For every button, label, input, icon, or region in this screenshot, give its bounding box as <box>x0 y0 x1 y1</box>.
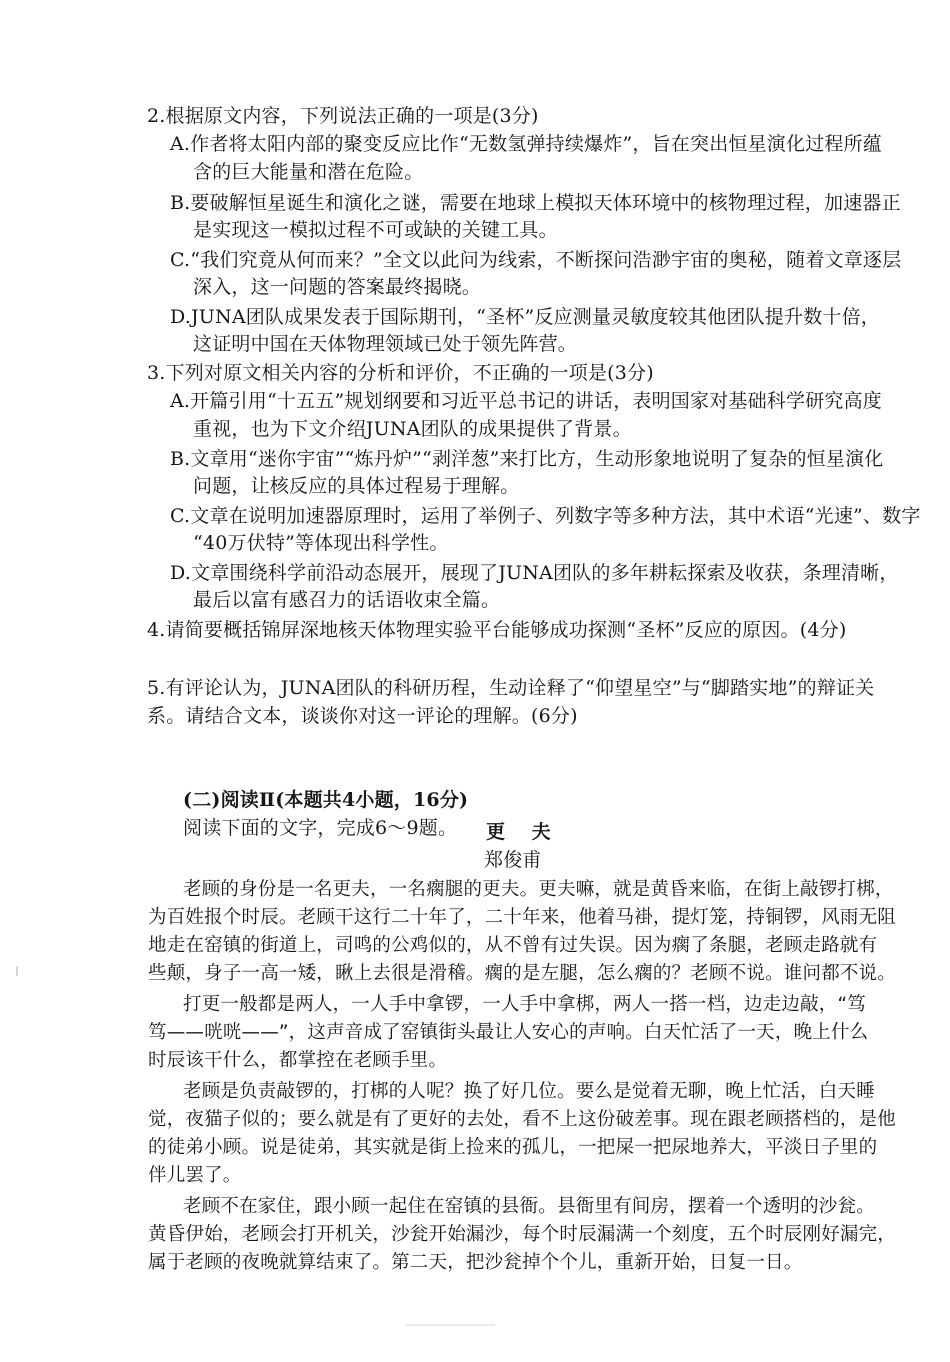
question-5-cont: 系。请结合文本，谈谈你对这一评论的理解。(6分) <box>147 705 578 727</box>
story-paragraph-1-line-1: 老顾的身份是一名更夫，一名瘸腿的更夫。更夫嘛，就是黄昏来临，在街上敲锣打梆， <box>183 879 894 900</box>
section-instruction: 阅读下面的文字，完成6～9题。 <box>183 817 458 839</box>
question-2-option-d: D.JUNA团队成果发表于国际期刊，“圣杯”反应测量灵敏度较其他团队提升数十倍， <box>170 306 880 328</box>
story-paragraph-3-line-4: 伴儿罢了。 <box>148 1165 242 1186</box>
question-3-stem: 3.下列对原文相关内容的分析和评价，不正确的一项是(3分) <box>147 362 654 384</box>
story-paragraph-3-line-3: 的徒弟小顾。说是徒弟，其实就是街上捡来的孤儿，一把屎一把尿地养大，平淡日子里的 <box>148 1137 878 1158</box>
story-paragraph-1-line-2: 为百姓报个时辰。老顾干这行二十年了，二十年来，他着马褂，提灯笼，持铜锣，风雨无阻 <box>148 907 897 928</box>
question-3-option-c-cont: “40万伏特”等体现出科学性。 <box>193 532 449 554</box>
story-paragraph-4-line-3: 属于老顾的夜晚就算结束了。第二天，把沙瓮掉个个儿，重新开始，日复一日。 <box>148 1252 803 1273</box>
question-2-option-a-cont: 含的巨大能量和潜在危险。 <box>193 161 424 183</box>
story-paragraph-4-line-1: 老顾不在家住，跟小顾一起住在窑镇的县衙。县衙里有间房，摆着一个透明的沙瓮。 <box>183 1196 875 1217</box>
scan-speck <box>405 1324 495 1326</box>
question-2-option-d-cont: 这证明中国在天体物理领域已处于领先阵营。 <box>193 333 578 355</box>
question-3-option-a-cont: 重视，也为下文介绍JUNA团队的成果提供了背景。 <box>193 418 632 440</box>
question-2-option-b: B.要破解恒星诞生和演化之谜，需要在地球上模拟天体环境中的核物理过程，加速器正 <box>170 192 901 214</box>
story-paragraph-1-line-4: 些颠，身子一高一矮，瞅上去很是滑稽。瘸的是左腿，怎么瘸的？老顾不说。谁问都不说。 <box>148 963 897 984</box>
question-3-option-b-cont: 问题，让核反应的具体过程易于理解。 <box>193 475 520 497</box>
story-paragraph-3-line-2: 觉，夜猫子似的；要么就是有了更好的去处，看不上这份破差事。现在跟老顾搭档的，是他 <box>148 1109 897 1130</box>
story-author: 郑俊甫 <box>484 849 542 871</box>
story-paragraph-3-line-1: 老顾是负责敲锣的，打梆的人呢？换了好几位。要么是觉着无聊，晚上忙活，白天睡 <box>183 1081 875 1102</box>
question-2-option-c: C.“我们究竟从何而来？”全文以此问为线索，不断探问浩渺宇宙的奥秘，随着文章逐层 <box>170 249 902 271</box>
question-3-option-d-cont: 最后以富有感召力的话语收束全篇。 <box>193 589 501 611</box>
question-3-option-d: D.文章围绕科学前沿动态展开，展现了JUNA团队的多年耕耘探索及收获，条理清晰， <box>170 562 899 584</box>
story-paragraph-1-line-3: 地走在窑镇的街道上，司鸣的公鸡似的，从不曾有过失误。因为瘸了条腿，老顾走路就有 <box>148 935 878 956</box>
story-paragraph-4-line-2: 黄昏伊始，老顾会打开机关，沙瓮开始漏沙，每个时辰漏满一个刻度，五个时辰刚好漏完， <box>148 1224 897 1245</box>
section-heading: (二)阅读Ⅱ(本题共4小题，16分) <box>183 789 469 811</box>
story-title: 更 夫 <box>486 821 561 843</box>
question-3-option-a: A.开篇引用“十五五”规划纲要和习近平总书记的讲话，表明国家对基础科学研究高度 <box>170 390 882 412</box>
story-paragraph-2-line-1: 打更一般都是两人，一人手中拿锣，一人手中拿梆，两人一搭一档，边走边敲，“笃 <box>183 994 866 1015</box>
question-2-stem: 2.根据原文内容，下列说法正确的一项是(3分) <box>147 105 539 127</box>
question-4: 4.请简要概括锦屏深地核天体物理实验平台能够成功探测“圣杯”反应的原因。(4分) <box>147 619 847 641</box>
story-paragraph-2-line-2: 笃——咣咣——”，这声音成了窑镇街头最让人安心的声响。白天忙活了一天，晚上什么 <box>148 1022 869 1043</box>
question-2-option-b-cont: 是实现这一模拟过程不可或缺的关键工具。 <box>193 219 558 241</box>
question-2-option-a: A.作者将太阳内部的聚变反应比作“无数氢弹持续爆炸”，旨在突出恒星演化过程所蕴 <box>170 133 882 155</box>
question-3-option-b: B.文章用“迷你宇宙”“炼丹炉”“剥洋葱”来打比方，生动形象地说明了复杂的恒星演化 <box>170 448 884 470</box>
question-2-option-c-cont: 深入，这一问题的答案最终揭晓。 <box>193 276 482 298</box>
question-3-option-c: C.文章在说明加速器原理时，运用了举例子、列数字等多种方法，其中术语“光速”、数字 <box>170 505 921 527</box>
question-5: 5.有评论认为，JUNA团队的科研历程，生动诠释了“仰望星空”与“脚踏实地”的辩证关 <box>147 677 875 699</box>
scan-speck <box>16 966 18 976</box>
story-paragraph-2-line-3: 时辰该干什么，都掌控在老顾手里。 <box>148 1050 448 1071</box>
